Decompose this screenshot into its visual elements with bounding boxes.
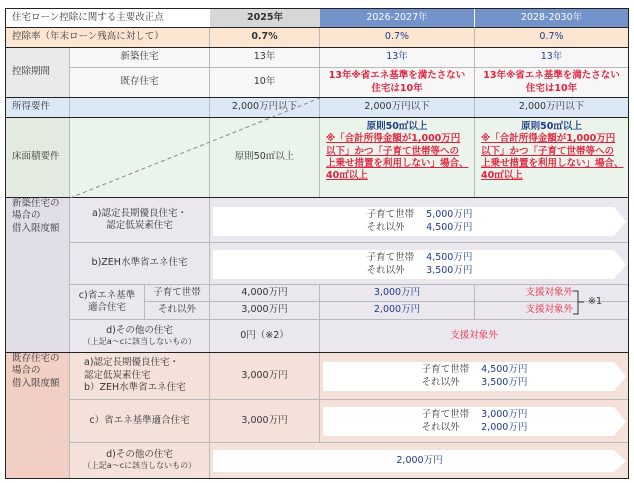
period-existing-2025: 10年 <box>210 68 320 97</box>
new-c-child-2026-2027: 3,000万円 <box>320 285 475 302</box>
diagonal-dashed-line <box>70 98 320 198</box>
period-existing-2026-2027: 13年※省エネ基準を満たさない 住宅は10年 <box>320 68 475 97</box>
income-2025: 2,000万円以下 <box>210 98 320 117</box>
existing-ab-label: a)認定長期優良住宅・ 認定低炭素住宅 b）ZEH水準省エネ住宅 <box>70 353 210 400</box>
existing-c-2025: 3,000万円 <box>210 400 320 443</box>
col-divider-2025 <box>320 320 321 353</box>
new-b-values: 子育て世帯 4,500万円 それ以外 3,500万円 <box>366 252 473 276</box>
new-c-child-label: 子育て世帯 <box>145 285 210 302</box>
new-c-other-2026-2027: 2,000万円 <box>320 302 475 320</box>
existing-ab-2025: 3,000万円 <box>210 353 320 400</box>
new-b-label: b)ZEH水準省エネ住宅 <box>70 243 210 285</box>
new-a-values: 子育て世帯 5,000万円 それ以外 4,500万円 <box>366 209 473 233</box>
existing-d-value: 2,000万円 <box>396 454 443 466</box>
new-c-child-2028-2030: 支援対象外 <box>475 285 628 302</box>
new-c-other-2028-2030: 支援対象外 <box>475 302 628 320</box>
income-2028-2030: 2,000万円以下 <box>518 101 585 113</box>
floor-2025: 原則50㎡以上 <box>210 118 320 197</box>
period-new-label: 新築住宅 <box>70 48 210 68</box>
existing-d-label: d)その他の住宅 （上記a～cに該当しないもの） <box>70 443 210 478</box>
new-d-later: 支援対象外 <box>450 329 498 341</box>
rate-2028-2030: 0.7% <box>539 31 564 43</box>
floor-2028-2030: 原則50㎡以上 ※「合計所得金額が1,000万円 以下」かつ「子育て世帯等への 上乗せ措置を利用しない」場合、 40㎡以上 <box>481 121 624 182</box>
existing-c-label: c）省エネ基準適合住宅 <box>70 400 210 443</box>
period-label: 控除期間 <box>6 48 70 97</box>
period-new-2028-2030: 13年 <box>475 48 628 68</box>
period-existing-label: 既存住宅 <box>70 68 210 97</box>
income-2026-2027: 2,000万円以下 <box>320 98 475 117</box>
new-c-other-label: それ以外 <box>145 302 210 320</box>
existing-ab-values: 子育て世帯 4,500万円 それ以外 3,500万円 <box>421 364 528 388</box>
header-year-2026-2027: 2026-2027年 <box>320 9 475 28</box>
income-label: 所得要件 <box>6 98 70 117</box>
new-c-note: ※1 <box>587 295 602 307</box>
floor-2026-2027: 原則50㎡以上 ※「合計所得金額が1,000万円 以下」かつ「子育て世帯等への 上乗せ措置を利用しない」場合、 40㎡以上 <box>320 118 475 197</box>
rate-2025: 0.7% <box>210 28 320 47</box>
new-a-label: a)認定長期優良住宅・ 認定低炭素住宅 <box>70 198 210 243</box>
period-existing-2028-2030: 13年※省エネ基準を満たさない 住宅は10年 <box>483 70 620 94</box>
floor-label: 床面積要件 <box>6 118 70 197</box>
rate-2026-2027: 0.7% <box>320 28 475 47</box>
new-c-label: c)省エネ基準 適合住宅 <box>70 285 145 320</box>
new-limit-label: 新築住宅の 場合の 借入限度額 <box>6 198 70 352</box>
header-year-2028-2030: 2028-2030年 <box>475 9 628 28</box>
existing-limit-label: 既存住宅の 場合の 借入限度額 <box>6 353 70 478</box>
new-d-label: d)その他の住宅 （上記a～cに該当しないもの） <box>70 320 210 352</box>
new-c-other-2025: 3,000万円 <box>210 302 320 320</box>
new-d-2025: 0円（※2） <box>210 320 320 352</box>
header-title: 住宅ローン控除に関する主要改正点 <box>6 9 210 28</box>
header-year-2025: 2025年 <box>210 9 320 28</box>
period-new-2026-2027: 13年 <box>320 48 475 68</box>
existing-c-values: 子育て世帯 3,000万円 それ以外 2,000万円 <box>421 409 528 433</box>
new-c-child-2025: 4,000万円 <box>210 285 320 302</box>
period-new-2025: 13年 <box>210 48 320 68</box>
rate-label: 控除率（年末ローン残高に対して） <box>6 28 210 47</box>
